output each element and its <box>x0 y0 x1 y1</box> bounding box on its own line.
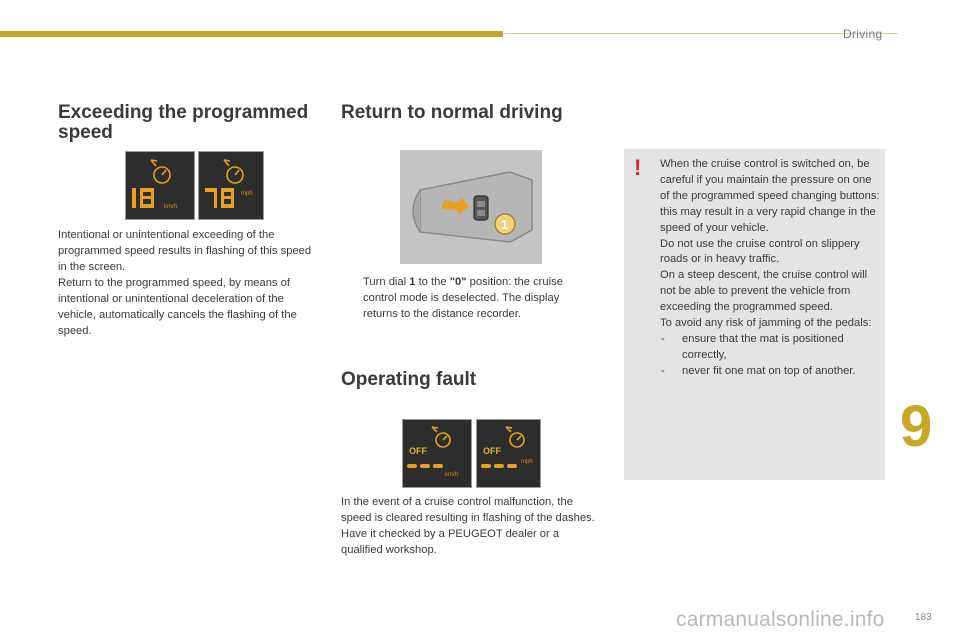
paragraph: Have it checked by a PEUGEOT dealer or a qualified workshop. <box>341 528 560 556</box>
header-accent-bar <box>0 31 503 37</box>
cruise-gauge-icon <box>506 427 524 447</box>
fault-text <box>341 494 603 558</box>
status-label: OFF <box>483 446 501 456</box>
exceeding-text <box>58 227 320 339</box>
chapter-number: 9 <box>900 394 933 459</box>
fault-display-kmh <box>402 419 472 488</box>
cruise-gauge-icon <box>151 160 170 183</box>
speed-display-mph <box>198 151 264 220</box>
section-title: Driving <box>843 27 883 41</box>
warning-text <box>660 157 882 380</box>
warning-icon: ! <box>634 155 642 180</box>
paragraph: On a steep descent, the cruise control will not be able to prevent the vehicle from exceeding the programmed speed. <box>660 269 868 314</box>
speed-display-kmh <box>125 151 195 220</box>
paragraph: In the event of a cruise control malfunction, the speed is cleared resulting in flashing of the dashes. <box>341 496 595 524</box>
paragraph: To avoid any risk of jamming of the pedals: <box>660 317 872 330</box>
exceeding-heading: Exceeding the programmed speed <box>58 102 309 143</box>
watermark: carmanualsonline.info <box>676 608 885 631</box>
cruise-control-stalk-image <box>400 150 542 264</box>
warning-box <box>624 149 885 480</box>
status-label: OFF <box>409 446 427 456</box>
page-number: 183 <box>915 612 932 623</box>
paragraph: Intentional or unintentional exceeding of the programmed speed results in flashing of this speed in the screen. <box>58 229 312 273</box>
flashing-speed-digits <box>132 188 154 208</box>
dial-position: "0" <box>449 276 467 288</box>
list-item: - never fit one mat on top of another. <box>661 364 856 377</box>
header-rule <box>503 33 898 34</box>
paragraph: Return to the programmed speed, by means of intentional or unintentional deceleration of the vehicle, automatically cancels the flashing of the speed. <box>58 277 297 337</box>
callout-number: 1 <box>501 217 509 232</box>
cruise-control-stalk-icon <box>400 150 542 264</box>
paragraph: When the cruise control is switched on, be careful if you maintain the pressure on one of the programmed speed changing buttons: this may result in a very rapid change in the speed of your vehicle. <box>660 158 880 234</box>
return-step: Turn dial 1 to the "0" position: the cruise control mode is deselected. The display returns to the distance recorder. <box>363 276 563 320</box>
fault-display-mph <box>476 419 541 488</box>
cruise-gauge-icon <box>432 427 450 447</box>
unit-label: mph <box>521 459 533 465</box>
flashing-speed-digits <box>205 188 234 208</box>
paragraph: Do not use the cruise control on slippery roads or in heavy traffic. <box>660 237 860 266</box>
return-heading: Return to normal driving <box>341 102 563 123</box>
unit-label: km/h <box>445 472 459 478</box>
unit-label: mph <box>241 191 253 197</box>
flashing-dashes <box>481 464 517 468</box>
list-item: - ensure that the mat is positioned correctly, <box>661 332 844 361</box>
flashing-dashes <box>407 464 443 468</box>
dial-number: 1 <box>409 276 416 288</box>
fault-heading: Operating fault <box>341 369 477 390</box>
unit-label: km/h <box>164 204 178 210</box>
cruise-gauge-icon <box>224 160 243 183</box>
